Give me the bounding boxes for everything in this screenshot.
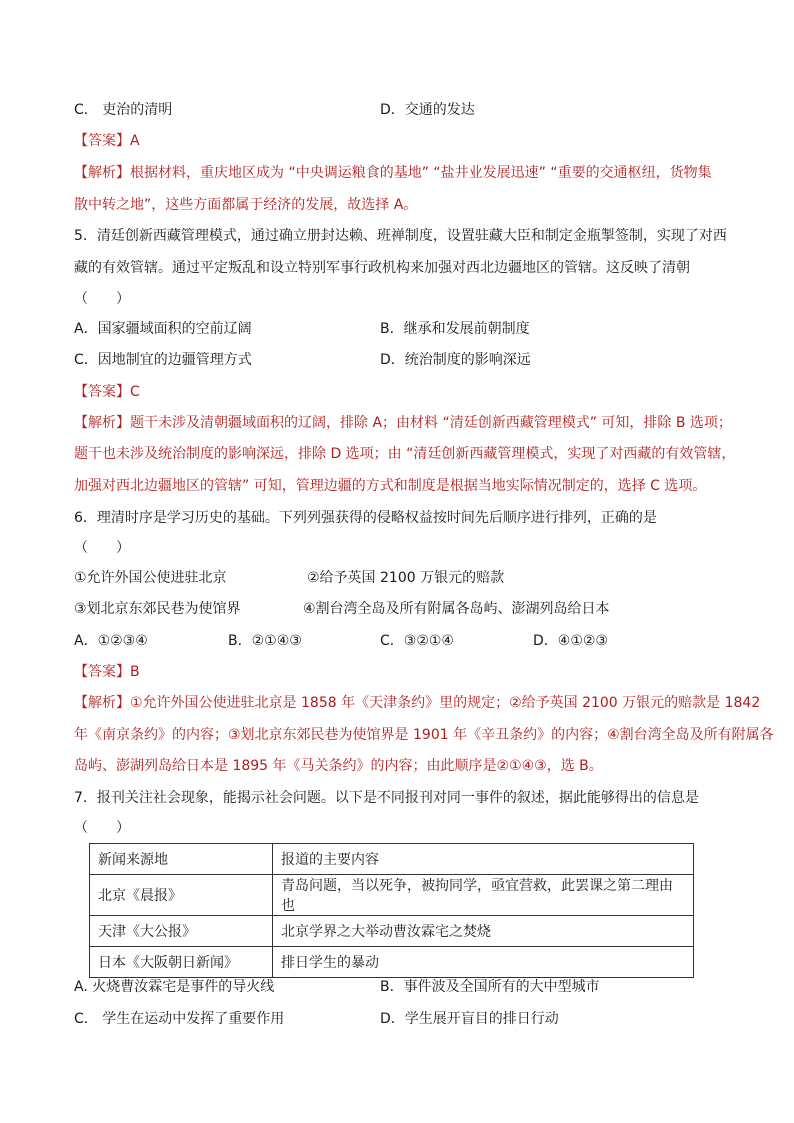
q5-analysis-line-2: 题干也未涉及统治制度的影响深远，排除 D 选项；由 “清廷创新西藏管理模式，实现了对西藏的有效管辖， [74,446,736,462]
q6-option-c: C．③②①④ [380,633,454,649]
q6-blank: （ ） [74,540,130,556]
news-table [89,843,694,978]
q7-option-c: C． 学生在运动中发挥了重要作用 [74,1011,285,1027]
q6-item-2: ②给予英国 2100 万银元的赔款 [307,570,505,586]
table-cell: 排日学生的暴动 [273,947,694,978]
q6-analysis-line-1: 【解析】①允许外国公使进驻北京是 1858 年《天津条约》里的规定；②给予英国 2100 万银元的赔款是 1842 [74,695,761,711]
q5-option-a: A．国家疆域面积的空前辽阔 [74,321,252,337]
q4-analysis-line-2: 散中转之地”，这些方面都属于经济的发展，故选择 A。 [74,197,418,213]
q6-stem-line-1: 6．理清时序是学习历史的基础。下列列强获得的侵略权益按时间先后顺序进行排列，正确的是 [74,510,657,526]
q6-item-1: ①允许外国公使进驻北京 [74,570,227,586]
table-header-cell: 新闻来源地 [90,844,273,875]
q7-option-a: A. 火烧曹汝霖宅是事件的导火线 [74,979,275,995]
q6-item-4: ④割台湾全岛及所有附属各岛屿、澎湖列岛给日本 [303,601,610,617]
q6-option-a: A．①②③④ [74,633,148,649]
table-row [90,875,694,916]
q5-stem-line-1: 5．清廷创新西藏管理模式，通过确立册封达赖、班禅制度，设置驻藏大臣和制定金瓶掣签制，实现了对西 [74,228,727,244]
q5-stem-line-2: 藏的有效管辖。通过平定叛乱和设立特别军事行政机构来加强对西北边疆地区的管辖。这反映了清朝 [74,260,690,276]
q5-analysis-line-1: 【解析】题干未涉及清朝疆域面积的辽阔，排除 A；由材料 “清廷创新西藏管理模式” 可知，排除 B 选项； [74,415,732,431]
q5-blank: （ ） [74,291,130,307]
q4-answer: 【答案】A [74,133,140,149]
q7-blank: （ ） [74,820,130,836]
table-header-cell: 报道的主要内容 [273,844,694,875]
q6-analysis-line-2: 年《南京条约》的内容；③划北京东郊民巷为使馆界是 1901 年《辛丑条约》的内容；④割台湾全岛及所有附属各 [74,727,774,743]
table-row [90,947,694,978]
q5-analysis-line-3: 加强对西北边疆地区的管辖” 可知，管理边疆的方式和制度是根据当地实际情况制定的，选择 C 选项。 [74,478,707,494]
q7-option-d: D．学生展开盲目的排日行动 [380,1011,559,1027]
q6-answer: 【答案】B [74,664,140,680]
q6-item-3: ③划北京东郊民巷为使馆界 [74,601,241,617]
table-row [90,916,694,947]
table-cell: 日本《大阪朝日新闻》 [90,947,273,978]
q6-option-d: D．④①②③ [533,633,608,649]
q5-option-c: C．因地制宜的边疆管理方式 [74,352,252,368]
q5-answer: 【答案】C [74,384,140,400]
q5-option-d: D．统治制度的影响深远 [380,352,531,368]
q6-analysis-line-3: 岛屿、澎湖列岛给日本是 1895 年《马关条约》的内容；由此顺序是②①④③，选 B。 [74,758,603,774]
table-cell: 天津《大公报》 [90,916,273,947]
table-cell: 青岛问题，当以死争，被拘同学，亟宜营救，此罢课之第二理由也 [273,875,694,916]
q4-option-d: D．交通的发达 [380,102,475,118]
q7-stem-line-1: 7．报刊关注社会现象，能揭示社会问题。以下是不同报刊对同一事件的叙述，据此能够得出的信息是 [74,790,699,806]
q5-option-b: B．继承和发展前朝制度 [380,321,530,337]
q4-option-c: C． 吏治的清明 [74,102,173,118]
q6-option-b: B．②①④③ [228,633,302,649]
table-header-row [90,844,694,875]
q4-analysis-line-1: 【解析】根据材料，重庆地区成为 “中央调运粮食的基地” “盐井业发展迅速” “重要的交通枢纽，货物集 [74,165,712,181]
q7-option-b: B．事件波及全国所有的大中型城市 [380,979,600,995]
table-cell: 北京学界之大举动曹汝霖宅之焚烧 [273,916,694,947]
table-cell: 北京《晨报》 [90,875,273,916]
